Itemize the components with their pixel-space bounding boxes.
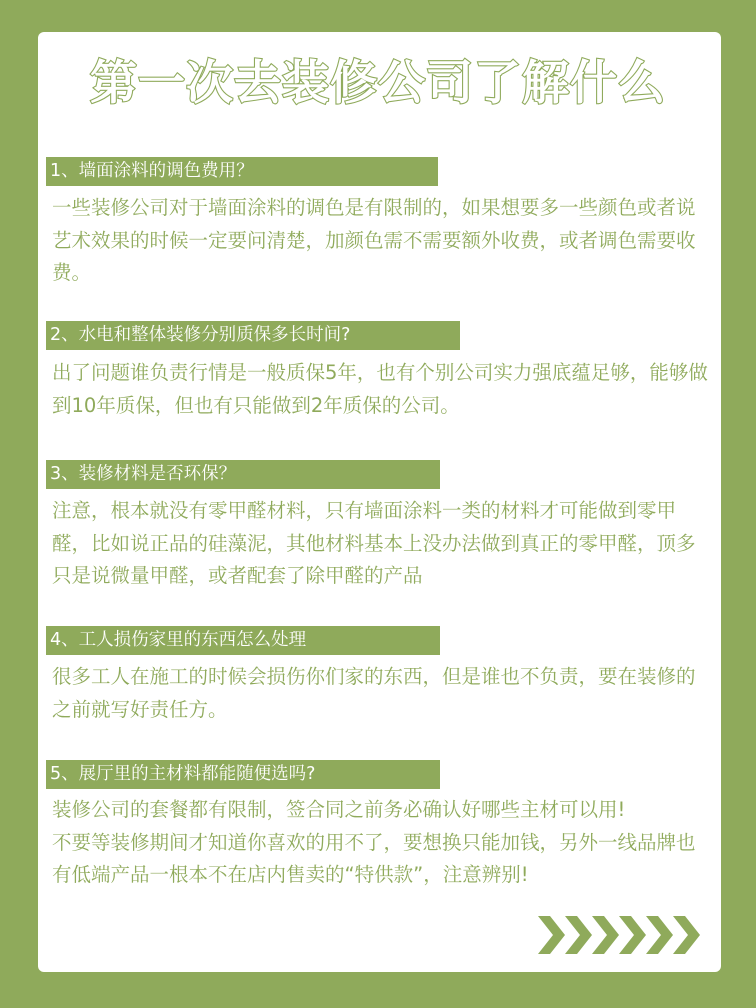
- section-body-3: [52, 495, 712, 593]
- chevron-icon: [646, 916, 673, 954]
- section-paragraph: 出了问题谁负责行情是一般质保5年，也有个别公司实力强底蕴足够，能够做到10年质保，但也有只能做到2年质保的公司。: [52, 361, 708, 417]
- chevron-icon: [538, 916, 565, 954]
- chevron-icon: [673, 916, 700, 954]
- section-heading-4: 4、工人损伤家里的东西怎么处理: [46, 626, 440, 655]
- page-title: 第一次去装修公司了解什么: [90, 56, 666, 111]
- section-body-2: [52, 357, 712, 422]
- chevron-icon: [592, 916, 619, 954]
- section-heading-3: 3、装修材料是否环保？: [46, 460, 440, 489]
- chevron-icon: [619, 916, 646, 954]
- section-heading-1: 1、墙面涂料的调色费用？: [46, 157, 438, 186]
- section-body-5: [52, 794, 712, 892]
- section-body-4: [52, 661, 712, 726]
- section-body-1: [52, 192, 712, 290]
- section-paragraph: 一些装修公司对于墙面涂料的调色是有限制的，如果想要多一些颜色或者说艺术效果的时候一定要问清楚，加颜色需不需要额外收费，或者调色需要收费。: [52, 196, 696, 285]
- section-heading-2: 2、水电和整体装修分别质保多长时间?: [46, 321, 460, 350]
- section-paragraph: 很多工人在施工的时候会损伤你们家的东西，但是谁也不负责，要在装修的之前就写好责任方。: [52, 665, 696, 721]
- chevron-icon: [565, 916, 592, 954]
- section-paragraph: 注意，根本就没有零甲醛材料，只有墙面涂料一类的材料才可能做到零甲醛，比如说正品的硅藻泥，其他材料基本上没办法做到真正的零甲醛，顶多只是说微量甲醛，或者配套了除甲醛的产品: [52, 499, 696, 588]
- section-paragraph: 不要等装修期间才知道你喜欢的用不了，要想换只能加钱，另外一线品牌也有低端产品一根本不在店内售卖的“特供款”，注意辨别!: [52, 830, 696, 887]
- section-paragraph: 装修公司的套餐都有限制，签合同之前务必确认好哪些主材可以用!: [52, 798, 626, 821]
- chevron-arrows-icon: [538, 916, 702, 954]
- section-heading-5: 5、展厅里的主材料都能随便选吗?: [46, 760, 440, 789]
